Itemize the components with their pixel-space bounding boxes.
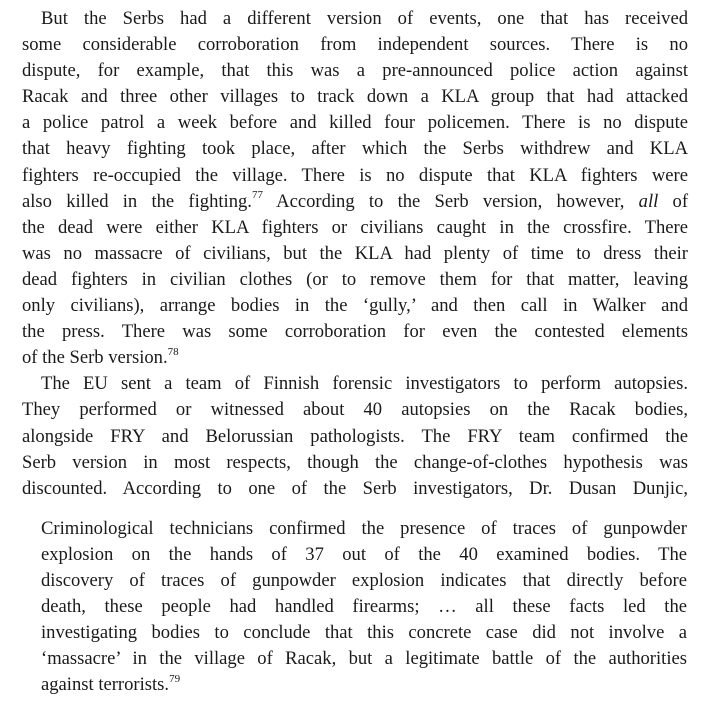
paragraph-serb-version <box>22 6 688 371</box>
text-segment: According to the Serb version, however, <box>262 190 639 212</box>
text-segment: against terrorists. <box>41 674 170 696</box>
text-line: a police patrol a week before and killed four policemen. There is no dispute <box>22 112 688 134</box>
text-line: dead fighters in civilian clothes (or to remove them for that matter, leaving <box>22 268 688 290</box>
text-line: But the Serbs had a different version of events, one that has received <box>41 8 688 29</box>
text-line: alongside FRY and Belorussian pathologists. The FRY team confirmed the <box>22 425 688 447</box>
text-line: the press. There was some corroboration for even the contested elements <box>22 321 688 343</box>
text-line: that heavy fighting took place, after which the Serbs withdrew and KLA <box>22 138 688 160</box>
text-line: fighters re-occupied the village. There is no dispute that KLA fighters were <box>22 164 688 186</box>
quote-line: Criminological technicians confirmed the presence of traces of gunpowder <box>41 517 687 539</box>
quote-line: death, these people had handled firearms; … all these facts led the <box>41 596 687 618</box>
text-segment: of the Serb version. <box>22 347 168 369</box>
paragraph-eu-autopsies <box>22 371 688 501</box>
block-quote-dunjic <box>41 516 687 699</box>
footnote-ref-79[interactable]: 79 <box>169 673 181 686</box>
quote-line: investigating bodies to conclude that this concrete case did not involve a <box>41 622 687 644</box>
quote-line: ‘massacre’ in the village of Racak, but a legitimate battle of the authorities <box>41 648 687 670</box>
footnote-ref-77[interactable]: 77 <box>251 189 263 202</box>
quote-line: explosion on the hands of 37 out of the 40 examined bodies. The <box>41 543 687 565</box>
quote-line-with-footnote <box>41 672 687 698</box>
text-line: some considerable corroboration from independent sources. There is no <box>22 34 688 56</box>
text-line: discounted. According to one of the Serb investigators, Dr. Dusan Dunjic, <box>22 477 688 499</box>
text-line: the dead were either KLA fighters or civilians caught in the crossfire. There <box>22 216 688 238</box>
text-line: only civilians), arrange bodies in the ‘gully,’ and then call in Walker and <box>22 295 688 317</box>
text-line: The EU sent a team of Finnish forensic investigators to perform autopsies. <box>41 373 688 395</box>
text-line-with-footnote <box>22 345 688 371</box>
text-line: Serb version in most respects, though the change-of-clothes hypothesis was <box>22 451 688 473</box>
text-segment: of <box>658 190 689 212</box>
text-line: was no massacre of civilians, but the KLA had plenty of time to dress their <box>22 242 688 264</box>
footnote-ref-78[interactable]: 78 <box>167 346 179 359</box>
document-page <box>22 6 688 698</box>
text-segment: also killed in the fighting. <box>22 190 252 212</box>
quote-line: discovery of traces of gunpowder explosion indicates that directly before <box>41 569 687 591</box>
text-line: dispute, for example, that this was a pre-announced police action against <box>22 60 688 82</box>
text-line: Racak and three other villages to track down a KLA group that had attacked <box>22 86 688 108</box>
text-line: They performed or witnessed about 40 autopsies on the Racak bodies, <box>22 399 688 421</box>
emphasis-all: all <box>638 190 659 212</box>
text-line-with-footnote <box>22 189 688 215</box>
